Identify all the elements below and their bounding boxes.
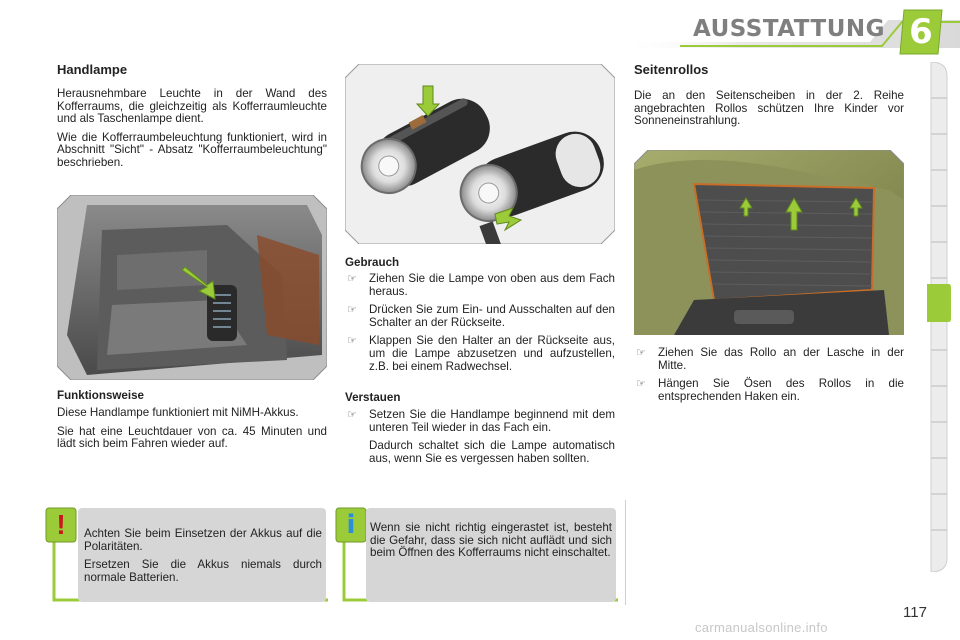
column-divider [625,500,626,605]
gebrauch-step-3: Klappen Sie den Halter an der Rückseite aus, um die Lampe abzusetzen und aufzustellen, z.B. bei einem Radwechsel. [369,334,615,373]
seitenrollos-intro: Die an den Seitenscheiben in der 2. Reihe angebrachten Rollos schützen Ihre Kinder vor Sonneneinstrahlung. [634,89,904,128]
list-item [345,335,615,373]
side-blind-illustration [634,150,904,335]
seitenrollos-list [634,347,904,409]
section-title-handlampe: Handlampe [57,62,128,77]
info-note [366,508,616,602]
hand-pointer-icon: ☞ [347,335,357,348]
handlampe-text [57,88,327,176]
handlampe-reference: Wie die Kofferraumbeleuchtung funktioniert, wird in Abschnitt "Sicht" - Absatz "Kofferraumbeleuchtung" beschrieben. [57,130,327,169]
section-title-seitenrollos: Seitenrollos [634,62,709,77]
list-item [345,304,615,329]
verstauen-followup: Dadurch schaltet sich die Lampe automatisch aus, wenn Sie es vergessen haben sollten. [369,439,615,465]
funktionsweise-p1: Diese Handlampe funktioniert mit NiMH-Akkus. [57,406,299,419]
warning-icon: ! [56,509,66,540]
info-icon: i [346,510,356,540]
warning-note-text [84,528,322,590]
handlampe-intro: Herausnehmbare Leuchte in der Wand des Kofferraums, die gleichzeitig als Kofferraumleuchte und als Taschenlampe dient. [57,87,327,126]
trunk-lamp-illustration [57,195,327,380]
gebrauch-list [345,273,615,379]
warning-note-p1: Achten Sie beim Einsetzen der Akkus auf die Polaritäten. [84,527,322,553]
warning-note [78,508,326,602]
gebrauch-step-2: Drücken Sie zum Ein- und Ausschalten auf den Schalter an der Rückseite. [369,303,615,329]
section-subtitle-funktionsweise: Funktionsweise [57,389,144,402]
verstauen-list [345,409,615,471]
seitenrollos-step-2: Hängen Sie Ösen des Rollos in die entsprechenden Haken ein. [658,377,904,403]
hand-pointer-icon: ☞ [347,409,357,421]
section-subtitle-verstauen: Verstauen [345,391,401,404]
list-item [634,347,904,372]
section-subtitle-gebrauch: Gebrauch [345,256,400,269]
watermark-text: carmanualsonline.info [695,620,828,635]
info-note-text: Wenn sie nicht richtig eingerastet ist, besteht die Gefahr, dass sie sich nicht auflädt und sich beim Öffnen des Kofferraums nicht einschaltet. [370,521,612,560]
hand-pointer-icon: ☞ [636,347,646,359]
funktionsweise-p2: Sie hat eine Leuchtdauer von ca. 45 Minuten und lädt sich beim Fahren wieder auf. [57,424,327,451]
handlamp-illustration [345,64,615,244]
page-number: 117 [903,604,927,621]
hand-pointer-icon: ☞ [347,304,357,317]
warning-note-p2: Ersetzen Sie die Akkus niemals durch normale Batterien. [84,558,322,584]
chapter-side-tabs[interactable] [927,62,951,572]
chapter-title: AUSSTATTUNG [693,16,885,42]
list-item [634,378,904,403]
verstauen-step: Setzen Sie die Handlampe beginnend mit dem unteren Teil wieder in das Fach ein. [369,408,615,434]
funktionsweise-text [57,407,327,457]
gebrauch-step-1: Ziehen Sie die Lampe von oben aus dem Fach heraus. [369,272,615,298]
list-item [345,273,615,298]
hand-pointer-icon: ☞ [636,378,646,391]
chapter-number: 6 [909,12,933,52]
seitenrollos-step-1: Ziehen Sie das Rollo an der Lasche in der Mitte. [658,346,904,372]
list-item [345,409,615,434]
hand-pointer-icon: ☞ [347,273,357,285]
